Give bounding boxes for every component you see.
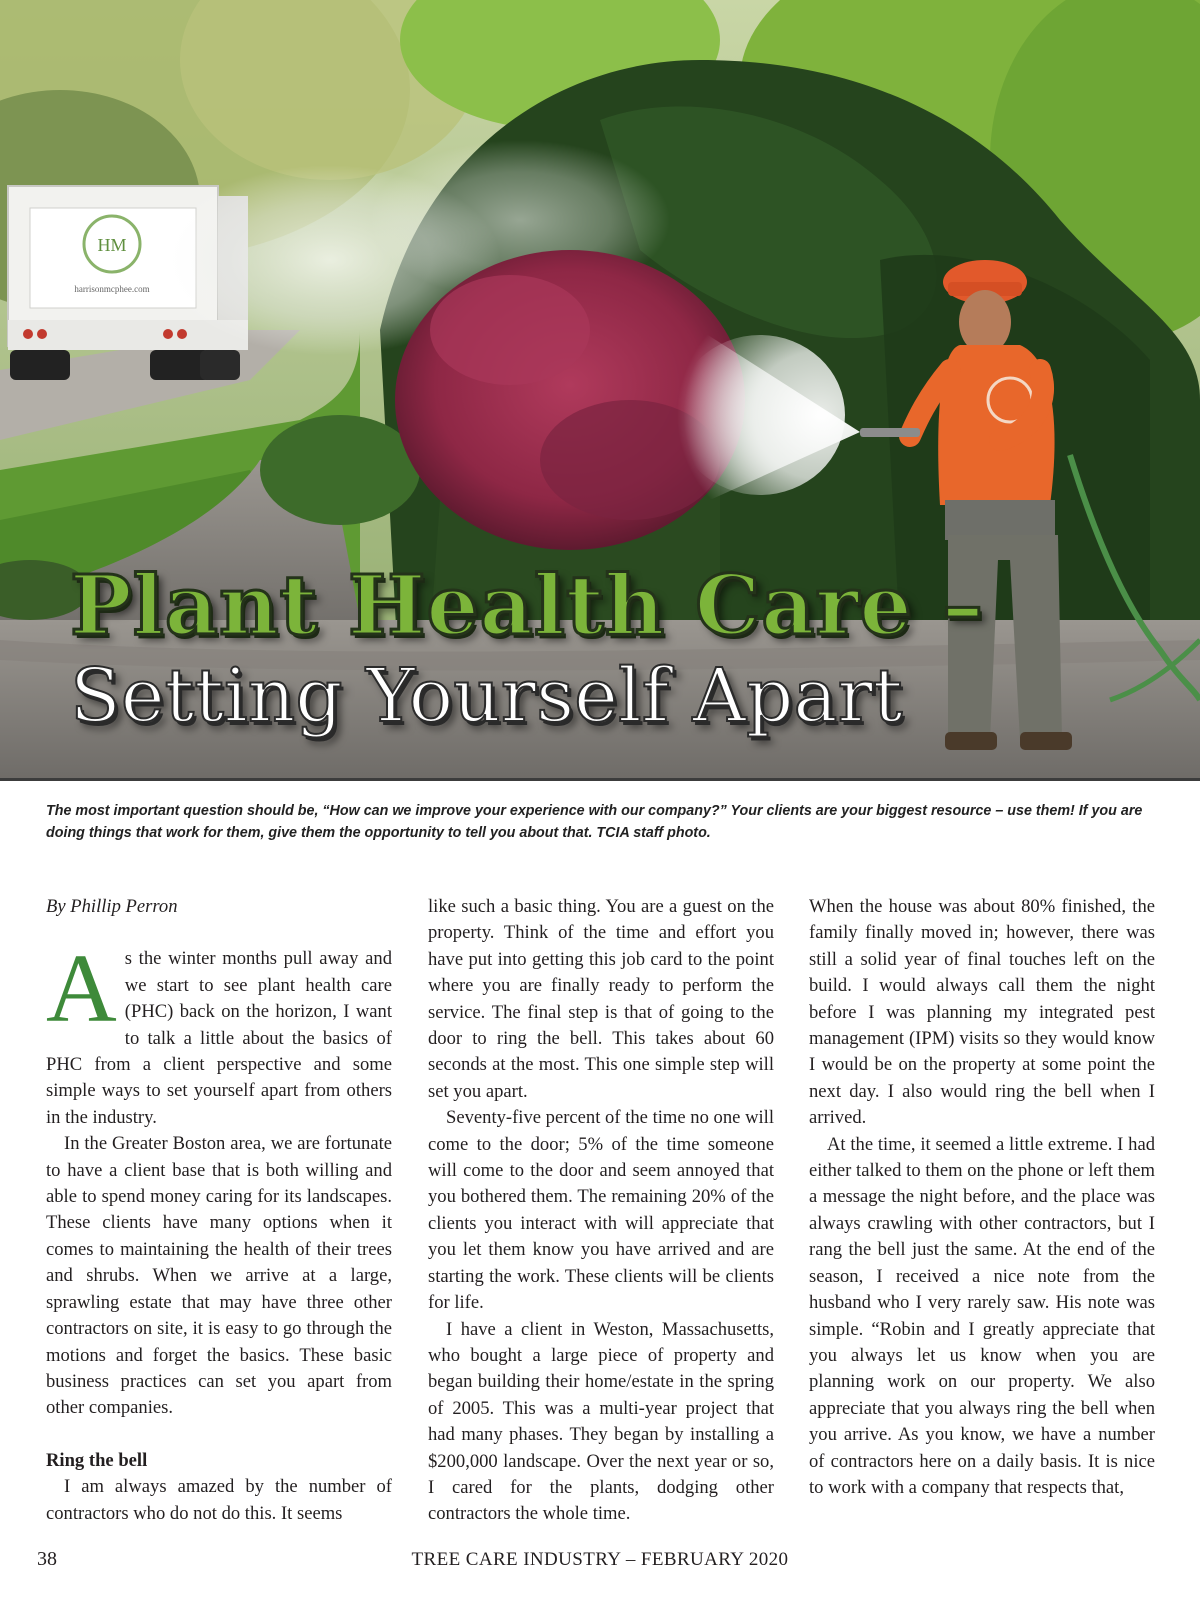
paragraph: When the house was about 80% finished, the family finally moved in; however, there was still a solid year of final touches left on the build. I would always call them the night before I was planning my integrated pest management (IPM) visits so they would know I would be on the property at some point the next day. I also would ring the bell when I arrived. (809, 896, 1155, 1129)
paragraph: In the Greater Boston area, we are fortunate to have a client base that is both willing and able to spend money caring for its landscapes. These clients have many options when it comes to maintaining the health of their trees and shrubs. When we arrive at a large, sprawling estate that may have three other contractors on site, it is easy to go through the motions and forget the basics. These basic business practices can set you apart from other companies. (46, 1133, 392, 1419)
paragraph: Seventy-five percent of the time no one will come to the door; 5% of the time someone will come to the door and seem annoyed that you bothered them. The remaining 20% of the clients you interact with will appreciate that you let them know you have arrived and are starting the work. These clients will be clients for life. (428, 1107, 774, 1314)
paragraph: At the time, it seemed a little extreme. I had either talked to them on the phone or left them a message the night before, and the place was always crawling with other contractors, but I rang the bell just the same. At the end of the season, I received a nice note from the husband who I very rarely saw. His note was simple. “Robin and I greatly appreciate that you always let us know when you are planning work on our property. We also appreciate that you always ring the bell when you arrive. As you know, we have a number of contractors here on a daily basis. It is nice to work with a company that respects that, (809, 1133, 1155, 1498)
paragraph: I am always amazed by the number of contractors who do not do this. It seems (46, 1476, 392, 1524)
article-title (70, 560, 1070, 740)
paragraph: I have a client in Weston, Massachusetts, who bought a large piece of property and began building their home/estate in the spring of 2005. This was a multi-year project that had many phases. They began by installing a $200,000 landscape. Over the next year or so, I cared for the plants, dodging other contractors the whole time. (428, 1318, 774, 1525)
byline: By Phillip Perron (46, 896, 178, 917)
title-line-1: Plant Health Care – (70, 558, 985, 654)
svg-text:HM: HM (97, 235, 127, 255)
drop-cap: A (46, 935, 117, 1044)
article-column-3 (809, 894, 1155, 1501)
running-footer: TREE CARE INDUSTRY – FEBRUARY 2020 (411, 1549, 789, 1570)
truck-url-text: harrisonmcphee.com (74, 284, 150, 294)
article-column-2 (428, 894, 774, 1528)
article-column-1 (46, 894, 392, 1527)
paragraph: like such a basic thing. You are a guest on the property. Think of the time and effort you have put into getting this job card to the point where you are finally ready to perform the service. The final step is that of going to the door to ring the bell. This takes about 60 seconds at the most. This one simple step will set you apart. (428, 896, 774, 1102)
page-number: 38 (37, 1548, 57, 1570)
paragraph (46, 935, 392, 1131)
paragraph-text: s the winter months pull away and we start to see plant health care (PHC) back on the horizon, I want to talk a little about the basics of PHC from a client perspective and some simple ways to set yourself apart from others in the industry. (46, 948, 392, 1128)
title-line-2: Setting Yourself Apart (70, 653, 903, 739)
hero-divider (0, 778, 1200, 781)
section-subhead: Ring the bell (46, 1449, 148, 1471)
photo-caption: The most important question should be, “How can we improve your experience with our company?” Your clients are your biggest resource – use them! If you are doing things that work for them, give them the opportunity to tell you about that. TCIA staff photo. (46, 803, 1143, 841)
